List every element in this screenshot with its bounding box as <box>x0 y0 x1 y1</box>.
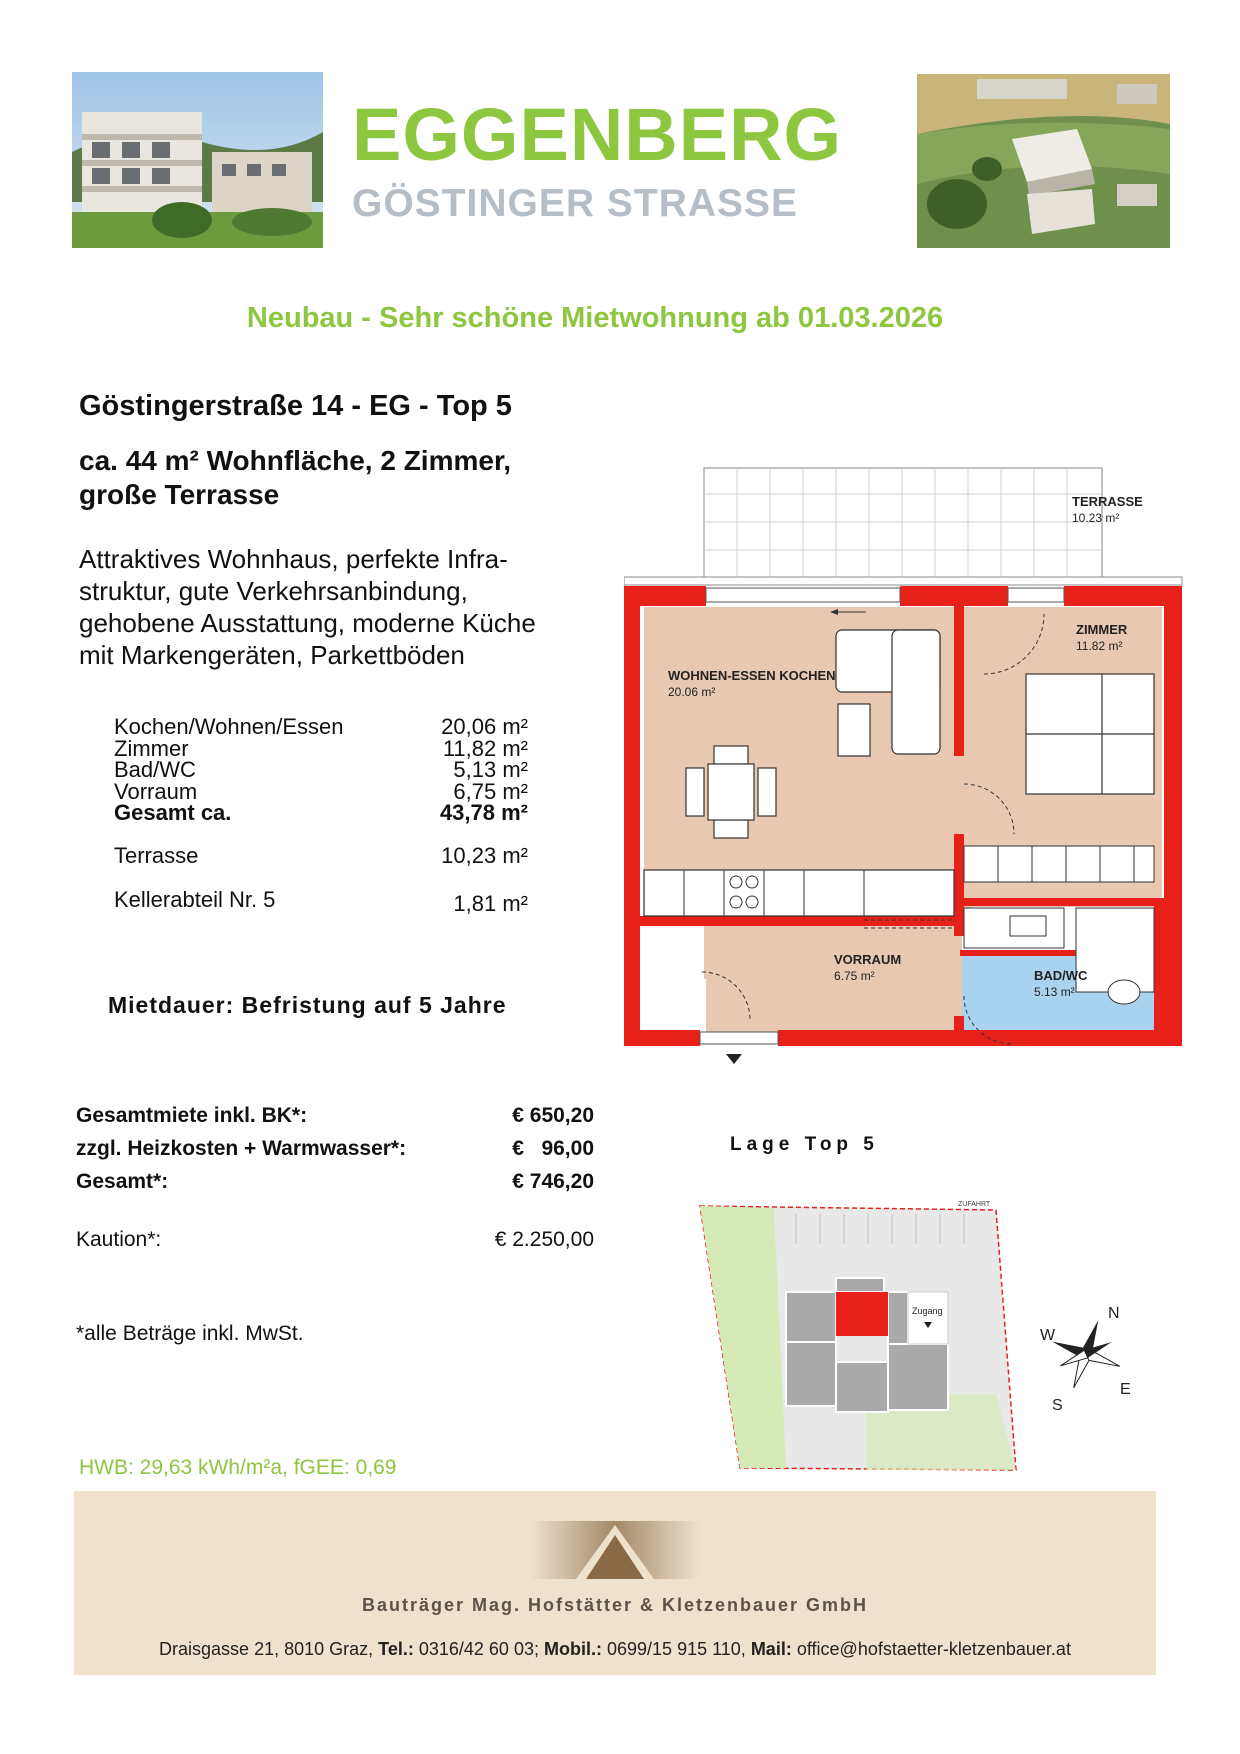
hall-floor <box>706 924 972 1044</box>
headline: Neubau - Sehr schöne Mietwohnung ab 01.03.2026 <box>246 302 944 334</box>
area-value: 11,82 m² <box>442 736 528 761</box>
rental-duration: Mietdauer: Befristung auf 5 Jahre <box>108 992 507 1018</box>
top5-location-marker <box>836 1292 888 1336</box>
area-value: 6,75 m² <box>453 779 528 804</box>
mail-label: Mail: <box>750 1639 792 1659</box>
area-value: 20,06 m² <box>441 714 528 739</box>
bath-label: BAD/WC <box>1034 968 1088 983</box>
deposit-label: Kaution*: <box>76 1228 162 1251</box>
living-label: WOHNEN-ESSEN KOCHEN <box>668 668 836 683</box>
room-label: ZIMMER <box>1076 622 1128 637</box>
living-area-label: 20.06 m² <box>668 685 716 699</box>
area-label: Zimmer <box>114 736 189 761</box>
footer <box>74 1491 1156 1675</box>
compass-s: S <box>1052 1397 1063 1414</box>
mobil-label: Mobil.: <box>544 1639 602 1659</box>
energy-rating: HWB: 29,63 kWh/m²a, fGEE: 0,69 <box>79 1456 397 1479</box>
cost-label: Gesamtmiete inkl. BK*: <box>76 1104 308 1127</box>
cost-value: € 746,20 <box>512 1170 594 1193</box>
entrance-label: Zugang <box>912 1306 943 1316</box>
deposit-value: € 2.250,00 <box>494 1228 594 1251</box>
contact-line <box>74 1639 1156 1660</box>
tel-label: Tel.: <box>378 1639 414 1659</box>
tel-value: 0316/42 60 03; <box>418 1639 539 1659</box>
site-plan-title: Lage Top 5 <box>730 1134 879 1155</box>
description-line: Attraktives Wohnhaus, perfekte Infra- <box>79 544 508 574</box>
area-label: Kochen/Wohnen/Essen <box>114 714 344 739</box>
header-photo-aerial <box>917 74 1170 248</box>
cost-row-rent <box>76 1104 594 1128</box>
cost-value: € 96,00 <box>512 1137 594 1160</box>
apartment-description <box>79 543 536 671</box>
deposit-row <box>76 1228 594 1252</box>
footer-address: Draisgasse 21, 8010 Graz, <box>159 1639 374 1659</box>
mail-link[interactable]: office@hofstaetter-kletzenbauer.at <box>796 1639 1071 1659</box>
apartment-size-line2: große Terrasse <box>79 479 280 510</box>
mobil-value: 0699/15 915 110, <box>607 1639 746 1659</box>
description-line: gehobene Ausstattung, moderne Küche <box>79 608 536 638</box>
area-label: Kellerabteil Nr. 5 <box>114 887 276 912</box>
area-label: Bad/WC <box>114 757 196 782</box>
area-label: Terrasse <box>114 843 199 868</box>
access-label: ZUFAHRT <box>958 1201 991 1208</box>
description-line: mit Markengeräten, Parkettböden <box>79 640 465 670</box>
company-name: Bauträger Mag. Hofstätter & Kletzenbauer GmbH <box>361 1595 869 1615</box>
area-value: 1,81 m² <box>453 891 528 916</box>
terrace-area-label: 10.23 m² <box>1072 511 1120 525</box>
description-line: struktur, gute Verkehrsanbindung, <box>79 576 468 606</box>
brand-title: EGGENBERG <box>352 93 843 176</box>
compass-e: E <box>1120 1381 1131 1398</box>
company-logo <box>530 1521 700 1585</box>
cost-label: zzgl. Heizkosten + Warmwasser*: <box>76 1137 407 1160</box>
cost-row-heating <box>76 1137 594 1161</box>
brand-subtitle: GÖSTINGER STRASSE <box>352 182 799 225</box>
terrace-area <box>704 468 1102 584</box>
cost-label: Gesamt*: <box>76 1170 169 1193</box>
room-area-label: 11.82 m² <box>1076 639 1123 653</box>
floor-plan <box>624 464 1184 1064</box>
hall-area-label: 6.75 m² <box>834 969 875 983</box>
cost-row-total <box>76 1170 594 1194</box>
hall-label: VORRAUM <box>834 952 902 967</box>
area-value: 10,23 m² <box>441 843 528 868</box>
compass-w: W <box>1040 1327 1056 1344</box>
terrace-label: TERRASSE <box>1072 494 1143 509</box>
area-value: 43,78 m² <box>439 800 528 825</box>
bed <box>1026 674 1154 794</box>
site-plan <box>696 1194 1146 1480</box>
compass-n: N <box>1108 1305 1120 1322</box>
area-label: Vorraum <box>114 779 198 804</box>
area-value: 5,13 m² <box>453 757 528 782</box>
apartment-address: Göstingerstraße 14 - EG - Top 5 <box>79 390 512 422</box>
apartment-size-line1: ca. 44 m² Wohnfläche, 2 Zimmer, <box>79 445 512 476</box>
header-photo-building <box>72 72 323 248</box>
bath-area-label: 5.13 m² <box>1034 985 1075 999</box>
vat-note: *alle Beträge inkl. MwSt. <box>76 1322 304 1345</box>
area-label: Gesamt ca. <box>114 800 232 825</box>
apartment-size <box>79 444 511 512</box>
cost-value: € 650,20 <box>512 1104 594 1127</box>
